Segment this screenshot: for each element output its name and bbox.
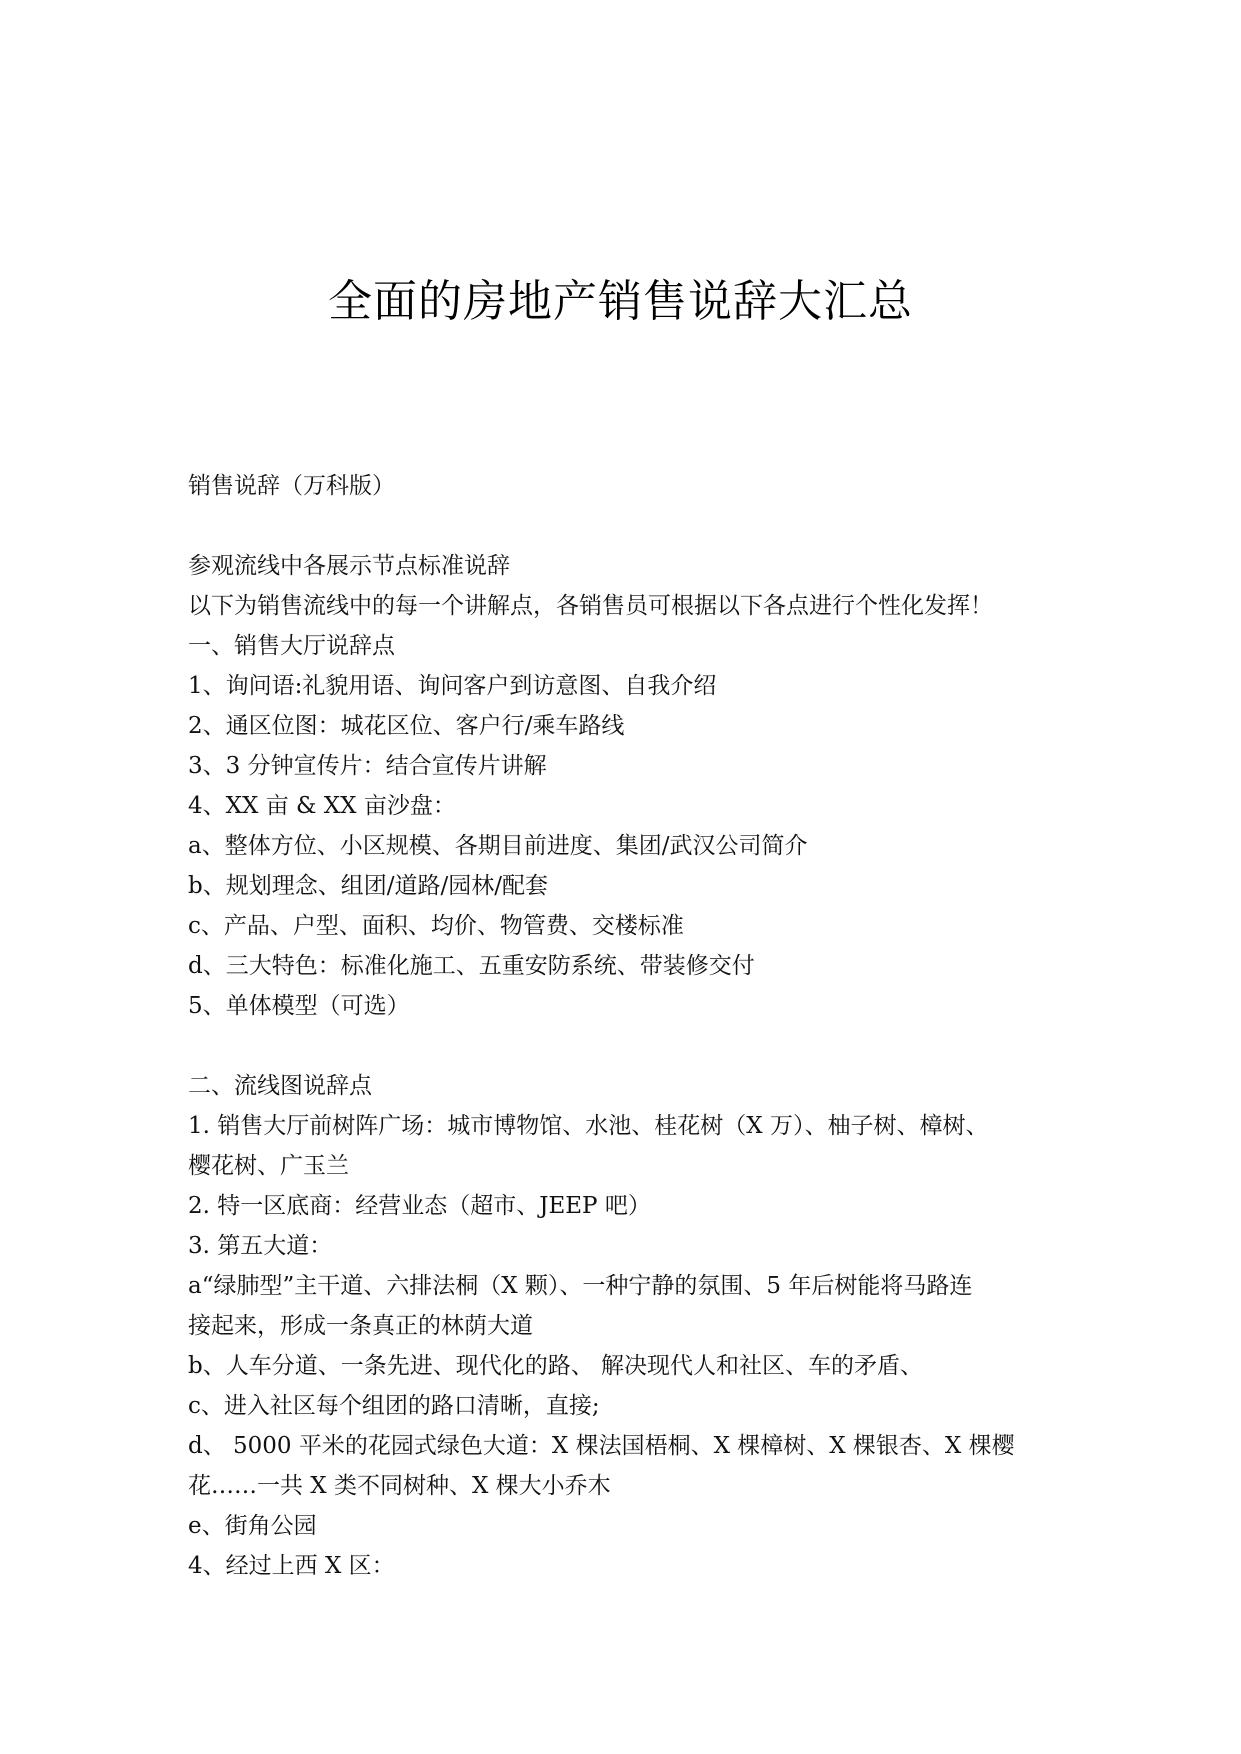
subsection-heading: 参观流线中各展示节点标准说辞 [188,553,510,579]
list-item: a“绿肺型”主干道、六排法桐（X 颗）、一种宁静的氛围、5 年后树能将马路连 [188,1273,973,1299]
blank-line [188,1026,1068,1066]
list-item-continuation: 樱花树、广玉兰 [188,1153,349,1179]
list-item: c、进入社区每个组团的路口清晰，直接; [188,1393,600,1419]
list-item: 1、询问语:礼貌用语、询问客户到访意图、自我介绍 [188,673,717,699]
list-item: d、三大特色：标准化施工、五重安防系统、带装修交付 [188,953,755,979]
list-item-continuation: 花……一共 X 类不同树种、X 棵大小乔木 [188,1473,611,1499]
list-item-continuation: 接起来，形成一条真正的林荫大道 [188,1313,533,1339]
list-item: e、街角公园 [188,1513,317,1539]
part-heading-2: 二、流线图说辞点 [188,1073,372,1099]
document-body [188,466,1068,1586]
blank-line [188,506,1068,546]
document-title: 全面的房地产销售说辞大汇总 [328,276,913,327]
list-item: 4、XX 亩 & XX 亩沙盘： [188,793,456,819]
part-heading-1: 一、销售大厅说辞点 [188,633,395,659]
list-item: b、规划理念、组团/道路/园林/配套 [188,873,548,899]
list-item: 1. 销售大厅前树阵广场：城市博物馆、水池、桂花树（X 万）、柚子树、樟树、 [188,1113,989,1139]
list-item: b、人车分道、一条先进、现代化的路、 解决现代人和社区、车的矛盾、 [188,1353,924,1379]
list-item: a、整体方位、小区规模、各期目前进度、集团/武汉公司简介 [188,833,808,859]
list-item: 2. 特一区底商：经营业态（超市、JEEP 吧） [188,1193,651,1219]
section-heading: 销售说辞（万科版） [188,473,395,499]
list-item: 5、单体模型（可选） [188,993,410,1019]
list-item: 3、3 分钟宣传片：结合宣传片讲解 [188,753,547,779]
intro-paragraph: 以下为销售流线中的每一个讲解点，各销售员可根据以下各点进行个性化发挥！ [188,593,993,619]
list-item: c、产品、户型、面积、均价、物管费、交楼标准 [188,913,684,939]
list-item: d、 5000 平米的花园式绿色大道：X 棵法国梧桐、X 棵樟树、X 棵银杏、X 棵樱 [188,1433,1015,1459]
list-item: 3. 第五大道： [188,1233,333,1259]
list-item: 4、经过上西 X 区： [188,1553,395,1579]
list-item: 2、通区位图：城花区位、客户行/乘车路线 [188,713,625,739]
